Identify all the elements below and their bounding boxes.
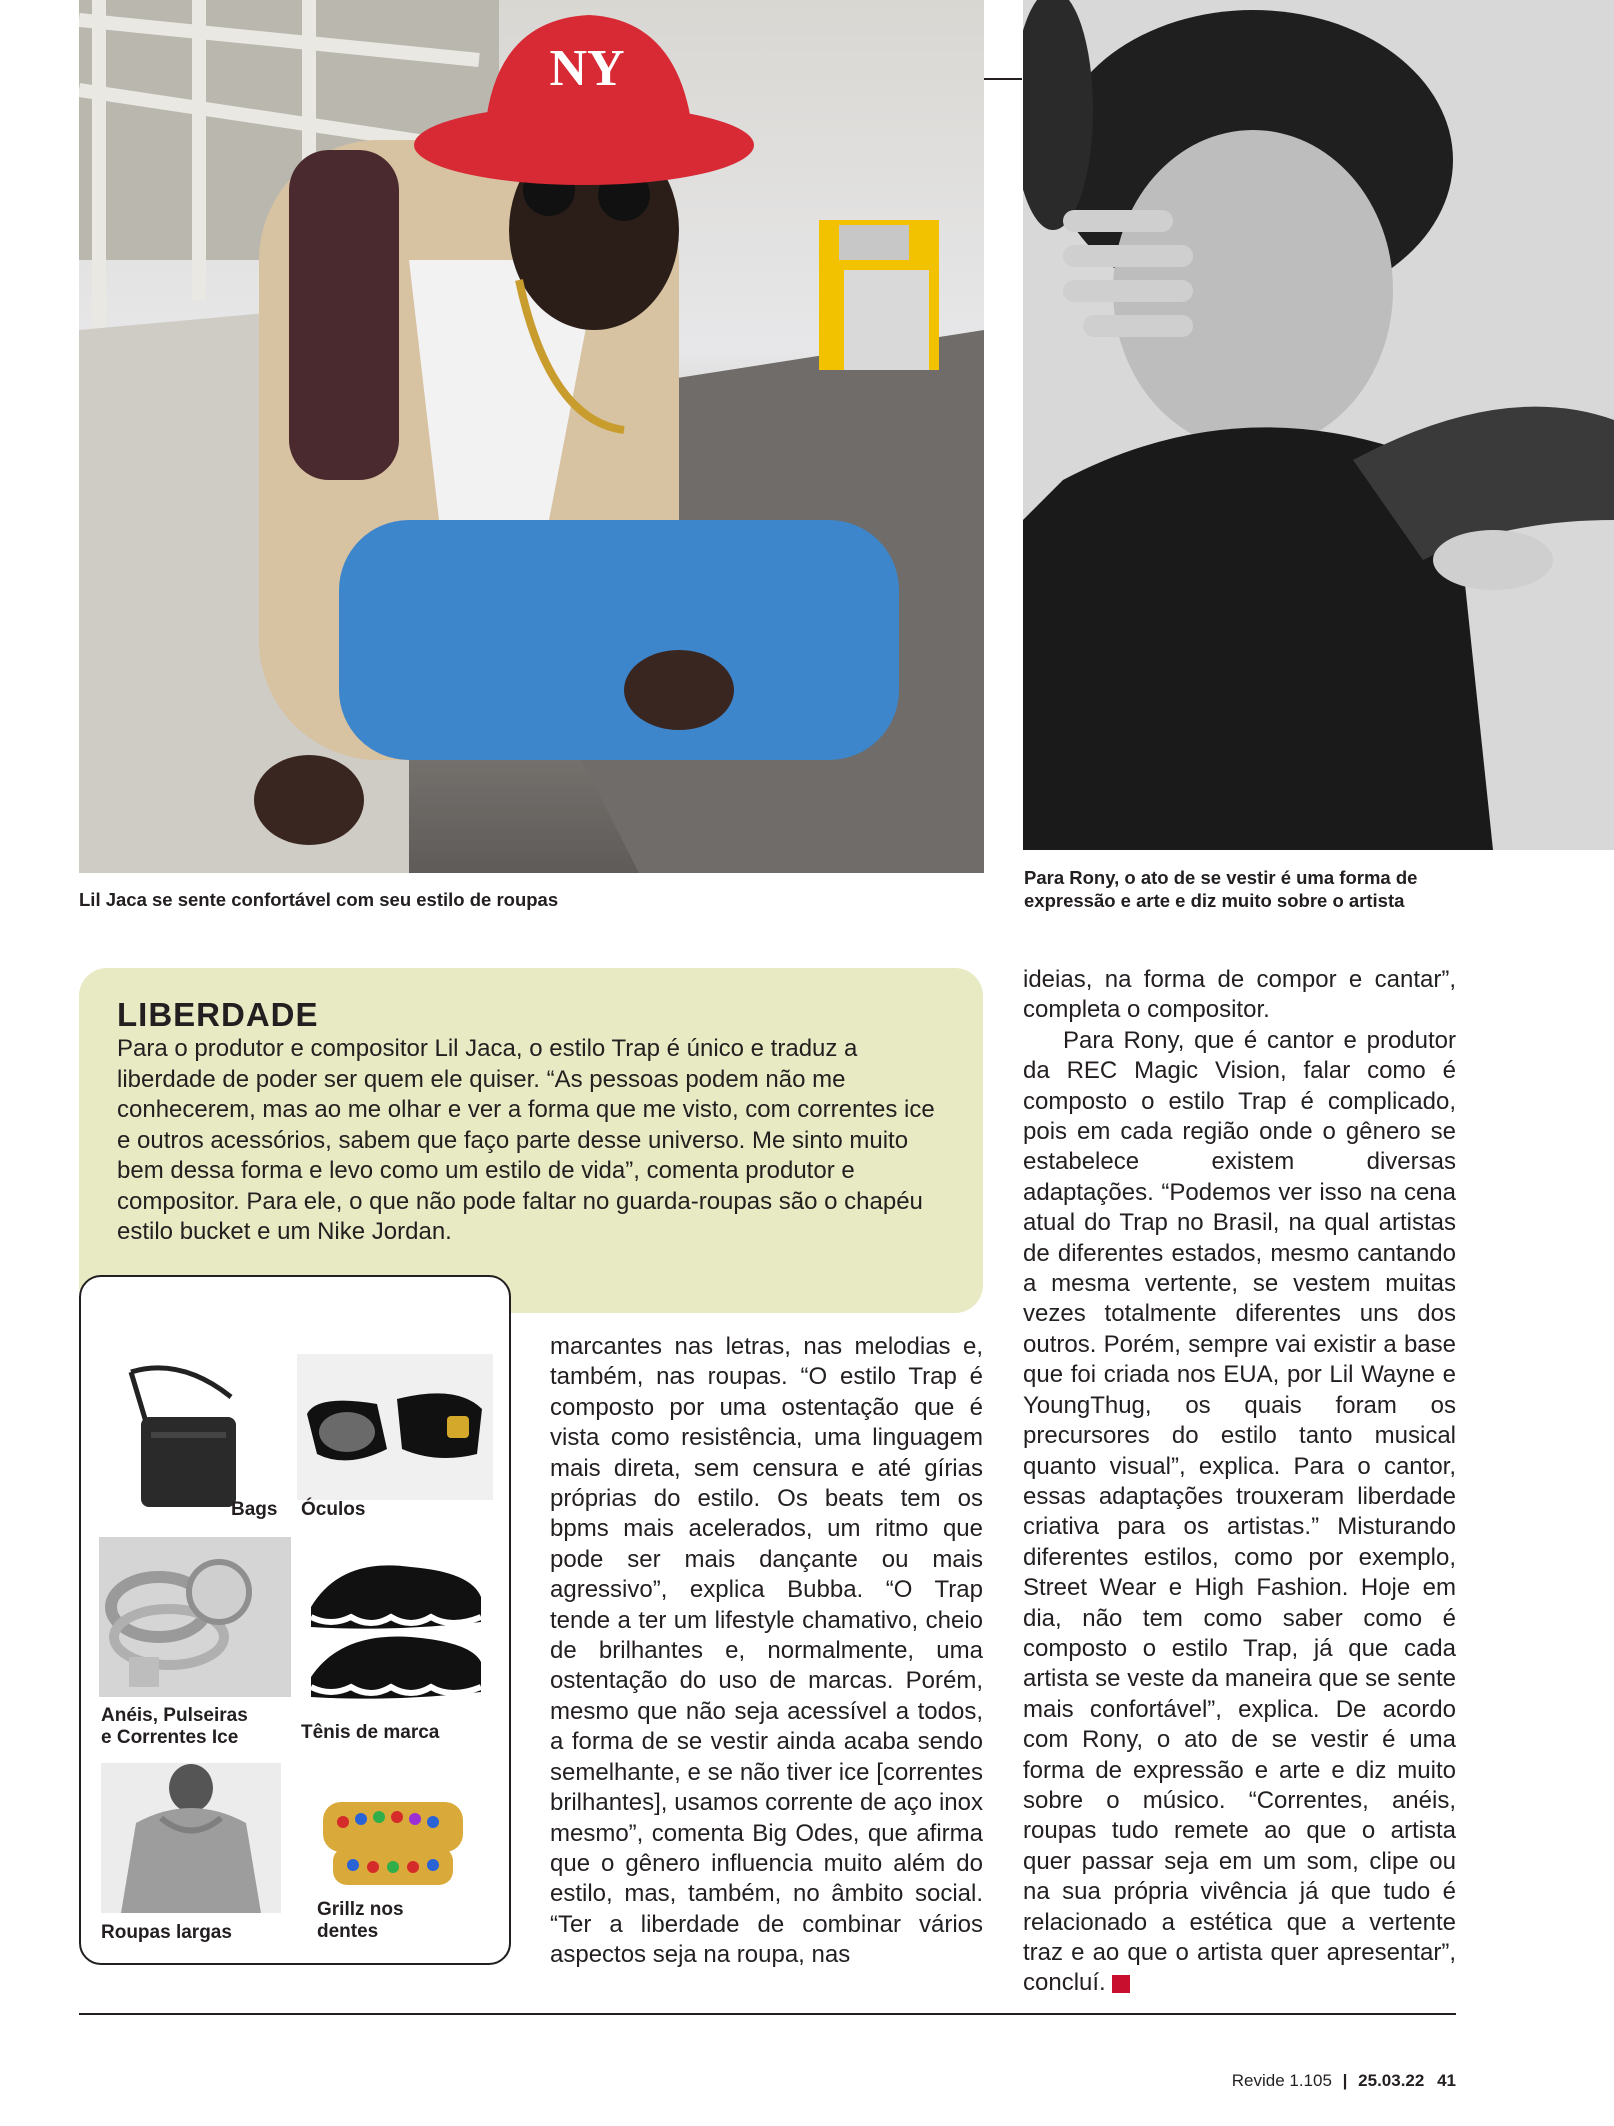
- caption-right: Para Rony, o ato de se vestir é uma forma de expressão e arte e diz muito sobre o artista: [1024, 867, 1418, 911]
- caption-left: Lil Jaca se sente confortável com seu estilo de roupas: [79, 889, 559, 910]
- sunglasses-image: [297, 1354, 493, 1500]
- items-panel: [79, 1275, 511, 1965]
- issue-date: 25.03.22: [1358, 2071, 1425, 2090]
- jewelry-image: [99, 1537, 291, 1697]
- label-roupas: Roupas largas: [101, 1922, 232, 1943]
- right-paragraph-2: Para Rony, que é cantor e produtor da REC Magic Vision, falar como é composto o estilo Trap é complicado, pois em cada região onde o gênero se estabelece existem diversas adaptações. “Podemos ver isso na cena atual do Trap no Brasil, na qual artistas de diferentes estados, mesmo cantando a mesma vertente, se vestem muitas vezes totalmente diferentes uns dos outros. Porém, sempre vai existir a base que foi criada nos EUA, por Lil Wayne e YoungThug, os quais foram os precursores do estilo tanto musical quanto visual”, explica. Para o cantor, essas adaptações trouxeram liberdade criativa para os artistas.” Misturando diferentes estilos, como por exemplo, Street Wear e High Fashion. Hoje em dia, não tem como saber como é composto o estilo Trap, já que cada artista se veste da maneira que se sente mais confortável”, explica. De acordo com Rony, o ato de se vestir é uma forma de expressão e arte e diz muito sobre o músico. “Correntes, anéis, roupas tudo remete ao que o artista quer passar seja em um som, clipe ou na sua própria vivência já que tudo é relacionado a estética que a vertente traz e ao que o artista quer apresentar”, concluí.: [1023, 1026, 1456, 1997]
- label-oculos: Óculos: [301, 1499, 366, 1520]
- label-aneis-2: e Correntes Ice: [101, 1727, 239, 1748]
- body-column-middle: [550, 1332, 983, 1971]
- magazine-name: Revide 1.105: [1231, 2071, 1332, 2090]
- bag-image: [111, 1362, 251, 1512]
- photo-lil-jaca: [79, 0, 984, 873]
- hat-logo-text: NY: [549, 40, 625, 97]
- folio: [1232, 2071, 1456, 2091]
- photo-rony: [1023, 0, 1614, 850]
- label-aneis-1: Anéis, Pulseiras: [101, 1705, 248, 1726]
- folio-separator: |: [1342, 2071, 1348, 2090]
- label-tenis: Tênis de marca: [301, 1722, 440, 1743]
- label-grillz-2: dentes: [317, 1921, 379, 1942]
- hoodie-image: [101, 1763, 281, 1913]
- sneakers-image: [301, 1537, 487, 1707]
- middle-paragraph: marcantes nas letras, nas melodias e, também, nas roupas. “O estilo Trap é composto por uma ostentação que é vista como resistência, uma linguagem mais direta, sem censura e até gírias próprias do estilo. Os beats tem os bpms mais acelerados, um ritmo que pode ser mais dançante ou mais agressivo”, explica Bubba. “O Trap tende a ter um lifestyle chamativo, cheio de brilhantes e, normalmente, uma ostentação do uso de marcas. Porém, mesmo que não seja acessível a todos, a forma de se vestir ainda acaba sendo semelhante, e se não tiver ice [correntes brilhantes], usamos corrente de aço inox mesmo”, comenta Big Odes, que afirma que o gênero influencia muito além do estilo, mas, também, no âmbito social. “Ter a liberdade de combinar vários aspectos seja na roupa, nas: [550, 1333, 983, 1969]
- right-paragraph-1: ideias, na forma de compor e cantar”, completa o compositor.: [1023, 966, 1456, 1024]
- label-grillz-1: Grillz nos: [317, 1899, 404, 1920]
- liberdade-text: Para o produtor e compositor Lil Jaca, o estilo Trap é único e traduz a liberdade de poder ser quem ele quiser. “As pessoas podem não me conhecerem, mas ao me olhar e ver a forma que me visto, com correntes ice e outros acessórios, sabem que faço parte desse universo. Me sinto muito bem dessa forma e levo como um estilo de vida”, comenta produtor e compositor. Para ele, o que não pode faltar no guarda-roupas são o chapéu estilo bucket e um Nike Jordan.: [117, 1035, 935, 1245]
- body-column-right: [1023, 965, 1456, 1999]
- liberdade-title: LIBERDADE: [117, 996, 319, 1033]
- footer-rule: [79, 2013, 1456, 2015]
- label-bags: Bags: [231, 1499, 278, 1520]
- revide-end-mark: R: [1112, 1975, 1130, 1993]
- decorative-rule: [984, 78, 1022, 80]
- grillz-image: [303, 1787, 483, 1897]
- page-number: 41: [1437, 2071, 1456, 2090]
